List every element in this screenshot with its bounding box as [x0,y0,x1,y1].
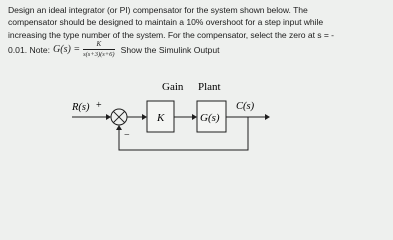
gain-block-label: K [157,112,165,124]
note-prefix: 0.01. Note: [8,44,51,55]
summing-junction [111,109,127,125]
feedback-path [119,117,248,150]
output-arrow [265,114,270,120]
fraction-denominator: s(s+3)(s+6) [83,51,115,58]
plant-title: Plant [198,81,221,93]
gain-title: Gain [162,81,184,93]
transfer-function-lhs: G(s) = [53,44,81,55]
problem-line-2: compensator should be designed to maintain a 10% overshoot for a step input while [8,17,324,28]
fraction-numerator: K [96,40,102,48]
gain-to-plant-arrow [192,114,197,120]
summer-to-gain-arrow [142,114,147,120]
problem-line-1: Design an ideal integrator (or PI) compensator for the system shown below. The [8,5,308,15]
summer-plus-sign: + [96,100,102,111]
input-label: R(s) [72,102,90,113]
input-arrow [106,114,111,120]
feedback-arrow [116,125,122,130]
summer-minus-sign: − [124,130,130,141]
problem-line-3: increasing the type number of the system. For the compensator, select the zero at s = - [8,29,334,40]
plant-block-label: G(s) [200,112,220,124]
output-label: C(s) [236,101,255,112]
note-suffix: Show the Simulink Output [120,44,220,55]
